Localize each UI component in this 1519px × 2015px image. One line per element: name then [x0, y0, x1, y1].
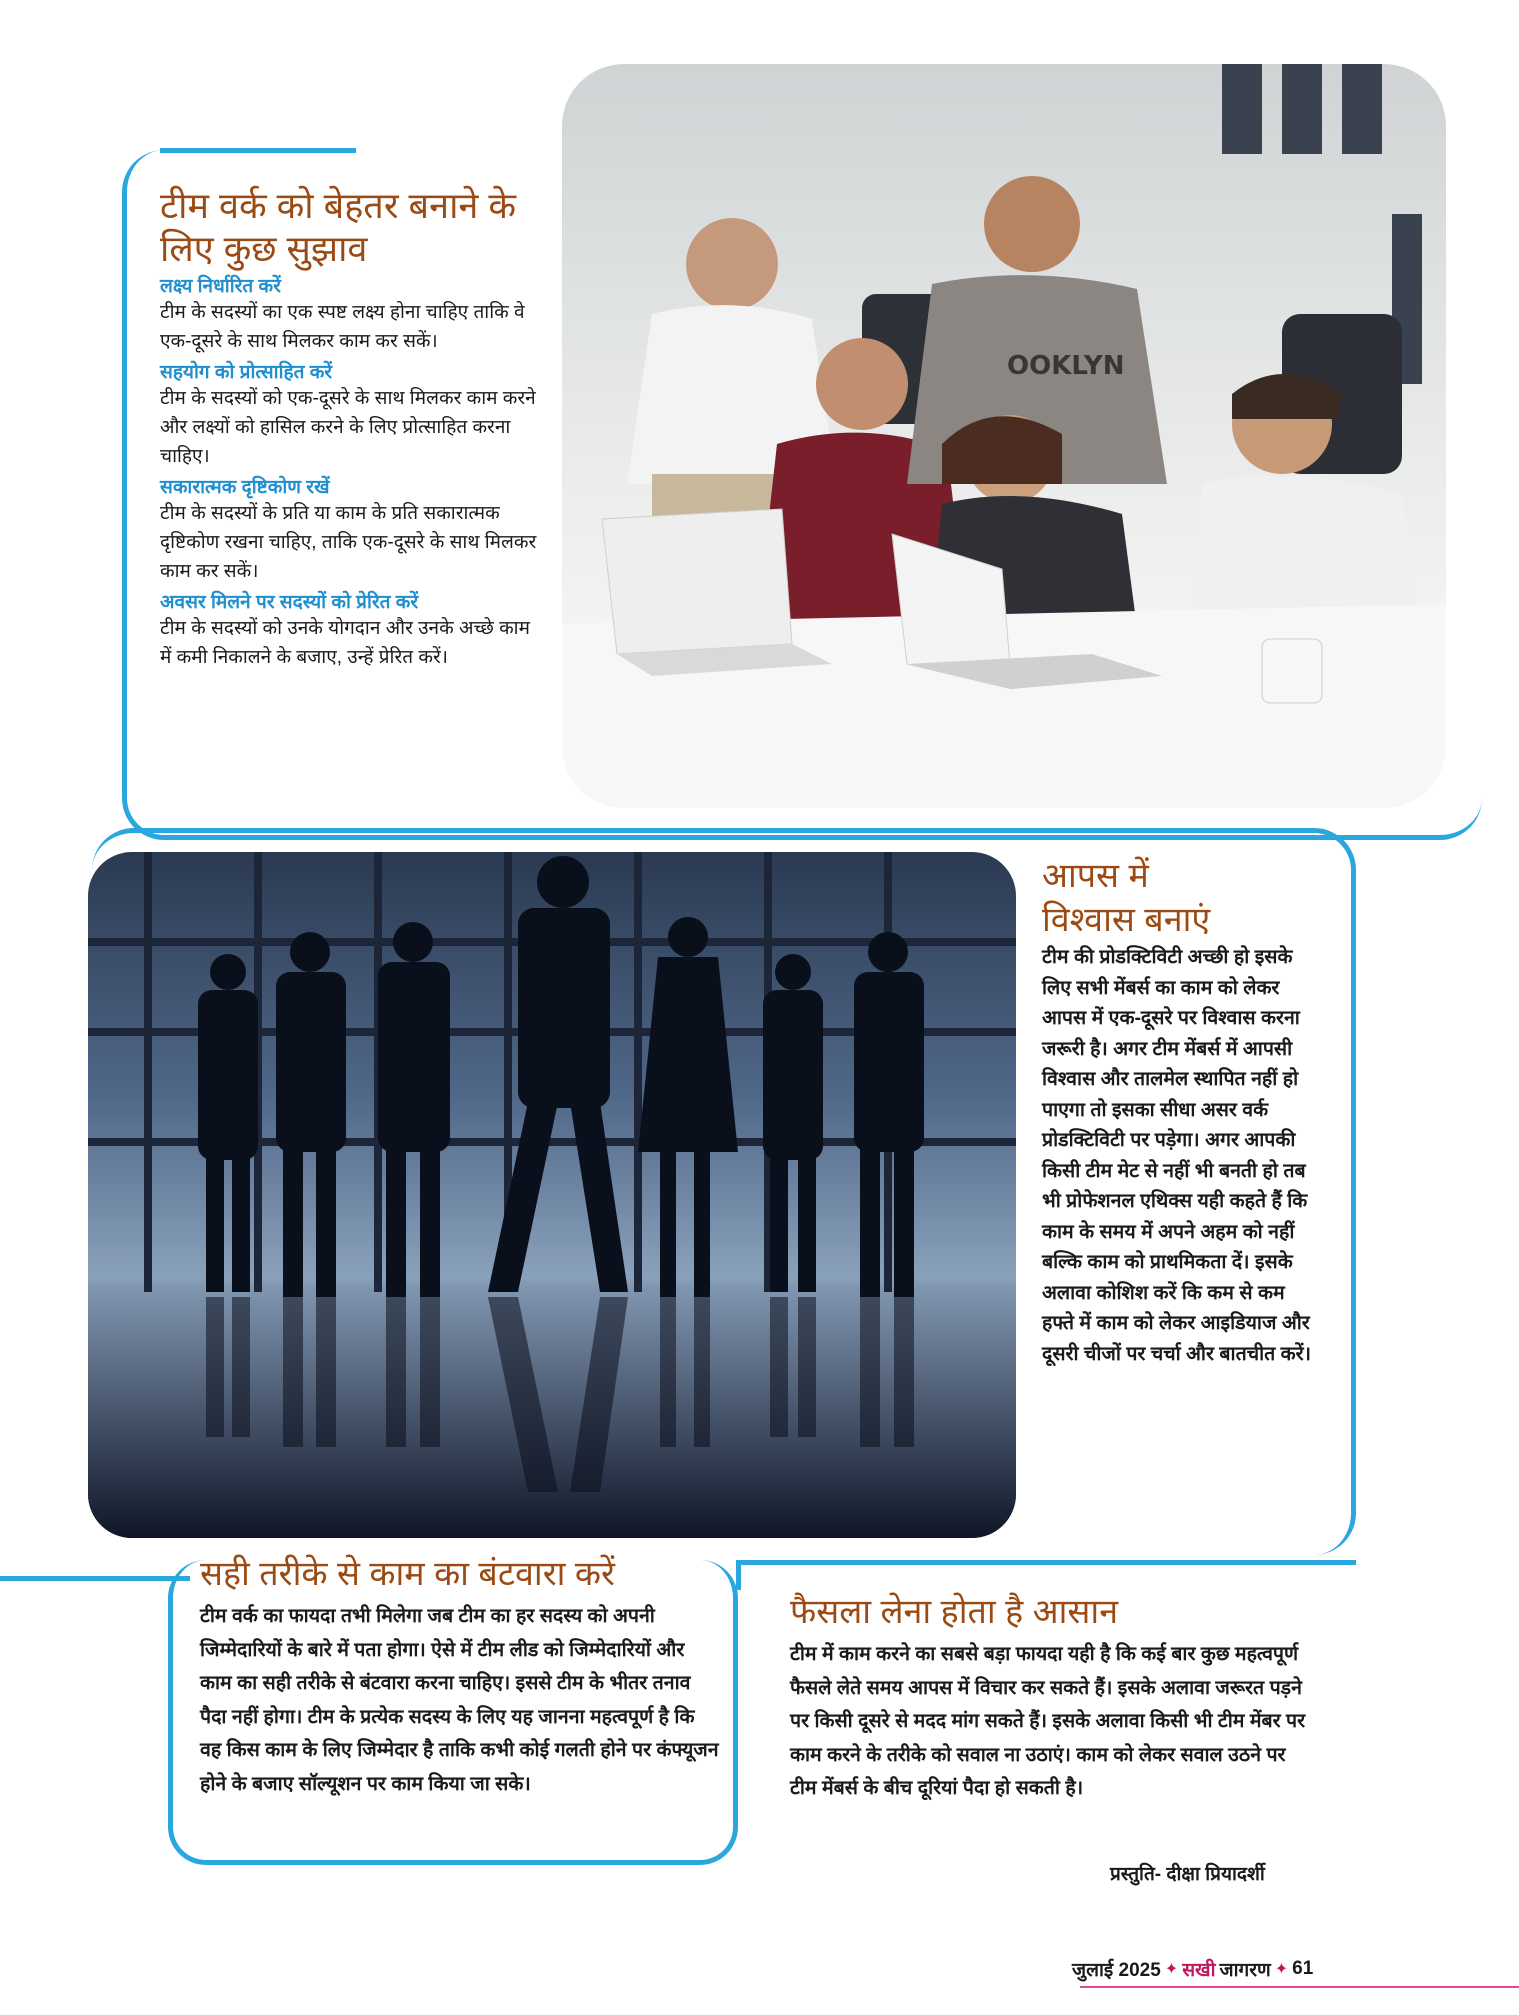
tip-heading-3: सकारात्मक दृष्टिकोण रखें [160, 477, 330, 499]
star-icon: ✦ [1274, 1961, 1289, 1978]
page-number: 61 [1292, 1958, 1314, 1979]
work-division-section [200, 1552, 720, 1801]
trust-text: टीम की प्रोडक्टिविटी अच्छी हो इसके लिए सभी मेंबर्स का काम को लेकर आपस में एक-दूसरे पर विश्वास करना जरूरी है। अगर टीम मेंबर्स में आपसी विश्वास और तालमेल स्थापित नहीं हो पाएगा तो इसका सीधा असर वर्क प्रोडक्टिविटी पर पड़ेगा। अगर आपकी किसी टीम मेट से नहीं भी बनती हो तब भी प्रोफेशनल एथिक्स यही कहते हैं कि काम के समय में अपने अहम को नहीं बल्कि काम को प्राथमिकता दें। इसके अलावा कोशिश करें कि कम से कम हफ्ते में काम को लेकर आइडियाज और दूसरी चीजों पर चर्चा और बातचीत करें। [1042, 946, 1312, 1365]
issue-month: जुलाई 2025 [1072, 1960, 1161, 1981]
tip-text-1: टीम के सदस्यों का एक स्पष्ट लक्ष्य होना चाहिए ताकि वे एक-दूसरे के साथ मिलकर काम कर सकें। [160, 302, 525, 353]
footer-rule [1080, 1986, 1519, 1988]
decision-text: टीम में काम करने का सबसे बड़ा फायदा यही है कि कई बार कुछ महत्वपूर्ण फैसले लेते समय आपस में विचार कर सकते हैं। इसके अलावा जरूरत पड़ने पर किसी दूसरे से मदद मांग सकते हैं। इसके अलावा किसी भी टीम मेंबर पर काम करने के तरीके को सवाल ना उठाएं। काम को लेकर सवाल उठने पर टीम मेंबर्स के बीच दूरियां पैदा हो सकती है। [790, 1643, 1306, 1799]
frame-bottom-right-top [736, 1560, 1356, 1565]
tip-text-2: टीम के सदस्यों को एक-दूसरे के साथ मिलकर काम करने और लक्ष्यों को हासिल करने के लिए प्रोत्साहित करना चाहिए। [160, 388, 536, 468]
tip-text-4: टीम के सदस्यों को उनके योगदान और उनके अच्छे काम में कमी निकालने के बजाए, उन्हें प्रेरित करें। [160, 618, 530, 669]
tip-text-3: टीम के सदस्यों के प्रति या काम के प्रति सकारात्मक दृष्टिकोण रखना चाहिए, ताकि एक-दूसरे के साथ मिलकर काम कर सकें। [160, 503, 537, 583]
decision-title: फैसला लेना होता है आसान [790, 1593, 1119, 1631]
star-icon: ✦ [1164, 1961, 1179, 1978]
tips-section [160, 184, 540, 672]
page-footer [1072, 1956, 1313, 1982]
sweatshirt-print: OOKLYN [1007, 351, 1125, 381]
brand-name-part-1: सखी [1182, 1960, 1216, 1981]
silhouette-illustration [88, 852, 1016, 1538]
team-laptops-photo [562, 64, 1446, 808]
decision-section [790, 1590, 1310, 1806]
work-division-title: सही तरीके से काम का बंटवारा करें [200, 1555, 615, 1593]
team-laptops-illustration [562, 64, 1446, 808]
frame-accent-line-bottom [0, 1576, 190, 1581]
tip-heading-1: लक्ष्य निर्धारित करें [160, 276, 281, 298]
author-credit: प्रस्तुति- दीक्षा प्रियादर्शी [1110, 1864, 1265, 1885]
team-silhouette-photo [88, 852, 1016, 1538]
tip-heading-4: अवसर मिलने पर सदस्यों को प्रेरित करें [160, 592, 419, 614]
tips-title: टीम वर्क को बेहतर बनाने के लिए कुछ सुझाव [160, 185, 517, 270]
trust-title-line-1: आपस में [1042, 857, 1149, 895]
frame-bottom-right-corner [736, 1560, 741, 1590]
brand-name-part-2: जागरण [1219, 1960, 1271, 1981]
trust-section [1042, 854, 1312, 1369]
tip-heading-2: सहयोग को प्रोत्साहित करें [160, 362, 333, 384]
work-division-text: टीम वर्क का फायदा तभी मिलेगा जब टीम का हर सदस्य को अपनी जिम्मेदारियों के बारे में पता होगा। ऐसे में टीम लीड को जिम्मेदारियों और काम का सही तरीके से बंटवारा करना चाहिए। इससे टीम के भीतर तनाव पैदा नहीं होगा। टीम के प्रत्येक सदस्य के लिए यह जानना महत्वपूर्ण है कि वह किस काम के लिए जिम्मेदार है ताकि कभी कोई गलती होने पर कंफ्यूजन होने के बजाए सॉल्यूशन पर काम किया जा सके। [200, 1605, 719, 1795]
trust-title-line-2: विश्वास बनाएं [1042, 901, 1211, 939]
frame-accent-line [160, 148, 356, 153]
